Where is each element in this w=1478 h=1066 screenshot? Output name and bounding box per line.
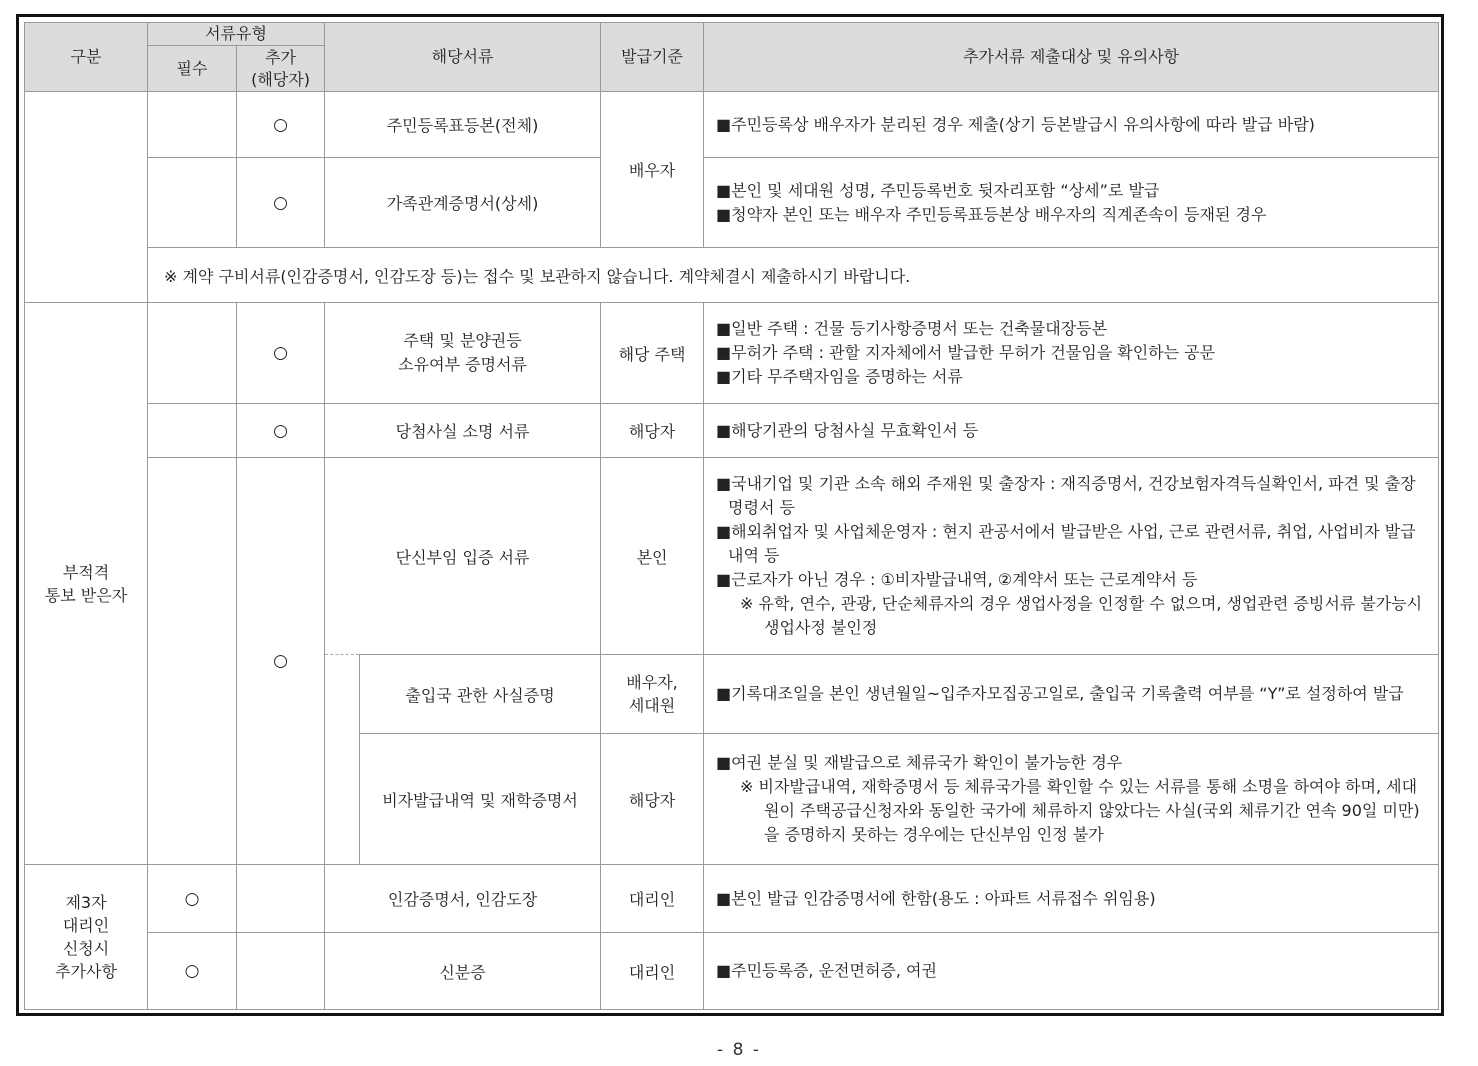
note-line: ※ 유학, 연수, 관광, 단순체류자의 경우 생업사정을 인정할 수 없으며, 생업관련 증빙서류 불가능시 생업사정 불인정 <box>740 594 1423 637</box>
header-additional-l2: (해당자) <box>251 69 310 89</box>
cell-indent <box>325 655 360 734</box>
category-line: 대리인 <box>62 916 110 935</box>
note-line: ■여권 분실 및 재발급으로 체류국가 확인이 불가능한 경우 <box>716 753 1123 772</box>
cell-note <box>704 458 1439 655</box>
cell-required <box>148 92 237 158</box>
cell-required: ○ <box>148 933 237 1010</box>
note-line: ■무허가 주택 : 관할 지자체에서 발급한 무허가 건물임을 확인하는 공문 <box>716 343 1216 362</box>
note-line: ■해외취업자 및 사업체운영자 : 현지 관공서에서 발급받은 사업, 근로 관련서류, 취업, 사업비자 발급내역 등 <box>716 522 1416 565</box>
header-notes: 추가서류 제출대상 및 유의사항 <box>704 23 1439 92</box>
cell-required <box>148 458 237 865</box>
cell-note <box>704 734 1439 865</box>
header-additional <box>237 46 325 92</box>
table-row <box>25 92 1439 158</box>
page-number: - 8 - <box>717 1040 761 1060</box>
note-line: ■주민등록증, 운전면허증, 여권 <box>716 961 937 980</box>
cell-document <box>325 303 601 404</box>
table-row <box>25 458 1439 655</box>
cell-indent <box>325 734 360 865</box>
document-line: 소유여부 증명서류 <box>398 355 527 374</box>
notice-row <box>25 248 1439 303</box>
cell-note <box>704 303 1439 404</box>
note-line: ■본인 발급 인감증명서에 한함(용도 : 아파트 서류접수 위임용) <box>716 888 1156 908</box>
cell-issue-basis: 해당자 <box>601 404 704 458</box>
note-line: ■해당기관의 당첨사실 무효확인서 등 <box>716 420 979 440</box>
section1-category <box>25 92 148 303</box>
header-issue-basis: 발급기준 <box>601 23 704 92</box>
note-line: ■주민등록상 배우자가 분리된 경우 제출(상기 등본발급시 유의사항에 따라 발급 바람) <box>716 114 1315 134</box>
table-row <box>25 933 1439 1010</box>
cell-additional: ○ <box>237 458 325 865</box>
document-line: 주택 및 분양권등 <box>403 331 522 350</box>
note-line: ■기타 무주택자임을 증명하는 서류 <box>716 367 963 386</box>
category-line: 신청시 <box>62 939 110 958</box>
note-line: ■국내기업 및 기관 소속 해외 주재원 및 출장자 : 재직증명서, 건강보험자격득실확인서, 파견 및 출장명령서 등 <box>716 474 1416 517</box>
cell-document: 단신부임 입증 서류 <box>325 458 601 655</box>
cell-additional: ○ <box>237 92 325 158</box>
cell-required <box>148 303 237 404</box>
note-line: ■기록대조일을 본인 생년월일~입주자모집공고일로, 출입국 기록출력 여부를 “Y”로 설정하여 발급 <box>716 684 1404 703</box>
cell-note <box>704 92 1439 158</box>
cell-additional: ○ <box>237 303 325 404</box>
cell-document: 주민등록표등본(전체) <box>325 92 601 158</box>
cell-issue-basis: 본인 <box>601 458 704 655</box>
cell-required <box>148 158 237 248</box>
cell-note <box>704 865 1439 933</box>
cell-additional: ○ <box>237 404 325 458</box>
header-additional-l1: 추가 <box>265 47 296 67</box>
table-row <box>25 865 1439 933</box>
cell-note <box>704 655 1439 734</box>
category-line: 제3자 <box>65 893 107 912</box>
table-row <box>25 303 1439 404</box>
header-category: 구분 <box>25 23 148 92</box>
header-document: 해당서류 <box>325 23 601 92</box>
cell-issue-basis: 대리인 <box>601 865 704 933</box>
cell-additional <box>237 933 325 1010</box>
category-line: 통보 받은자 <box>44 585 128 605</box>
category-line: 추가사항 <box>55 962 117 981</box>
issue-basis-line: 배우자, <box>626 673 678 692</box>
cell-document: 인감증명서, 인감도장 <box>325 865 601 933</box>
cell-issue-basis: 해당자 <box>601 734 704 865</box>
cell-document: 신분증 <box>325 933 601 1010</box>
contract-notice: ※ 계약 구비서류(인감증명서, 인감도장 등)는 접수 및 보관하지 않습니다. 계약체결시 제출하시기 바랍니다. <box>148 248 1439 303</box>
note-line: ■본인 및 세대원 성명, 주민등록번호 뒷자리포함 “상세”로 발급 <box>716 180 1160 200</box>
issue-basis-line: 세대원 <box>628 696 676 715</box>
cell-issue-basis: 배우자 <box>601 92 704 248</box>
note-line: ※ 비자발급내역, 재학증명서 등 체류국가를 확인할 수 있는 서류를 통해 소명을 하여야 하며, 세대원이 주택공급신청자와 동일한 국가에 체류하지 않았다는 사실(국외 체류기간 연속 90일 미만)을 증명하지 못하는 경우에는 단신부임 인정 불가 <box>740 777 1420 844</box>
document-requirements-table <box>24 22 1439 1010</box>
section2-category <box>25 303 148 865</box>
cell-note <box>704 404 1439 458</box>
note-line: ■근로자가 아닌 경우 : ①비자발급내역, ②계약서 또는 근로계약서 등 <box>716 570 1198 589</box>
cell-document: 당첨사실 소명 서류 <box>325 404 601 458</box>
table-row <box>25 158 1439 248</box>
cell-required: ○ <box>148 865 237 933</box>
cell-note <box>704 933 1439 1010</box>
note-line: ■일반 주택 : 건물 등기사항증명서 또는 건축물대장등본 <box>716 319 1108 338</box>
note-line: ■청약자 본인 또는 배우자 주민등록표등본상 배우자의 직계존속이 등재된 경우 <box>716 204 1267 224</box>
cell-required <box>148 404 237 458</box>
cell-issue-basis: 해당 주택 <box>601 303 704 404</box>
header-doc-type: 서류유형 <box>148 23 325 46</box>
cell-note <box>704 158 1439 248</box>
cell-document: 비자발급내역 및 재학증명서 <box>360 734 601 865</box>
table-row <box>25 404 1439 458</box>
category-line: 부적격 <box>62 562 110 582</box>
cell-document: 가족관계증명서(상세) <box>325 158 601 248</box>
header-row <box>25 23 1439 46</box>
cell-issue-basis <box>601 655 704 734</box>
cell-additional <box>237 865 325 933</box>
section3-category <box>25 865 148 1010</box>
cell-issue-basis: 대리인 <box>601 933 704 1010</box>
cell-additional: ○ <box>237 158 325 248</box>
cell-document: 출입국 관한 사실증명 <box>360 655 601 734</box>
header-required: 필수 <box>148 46 237 92</box>
